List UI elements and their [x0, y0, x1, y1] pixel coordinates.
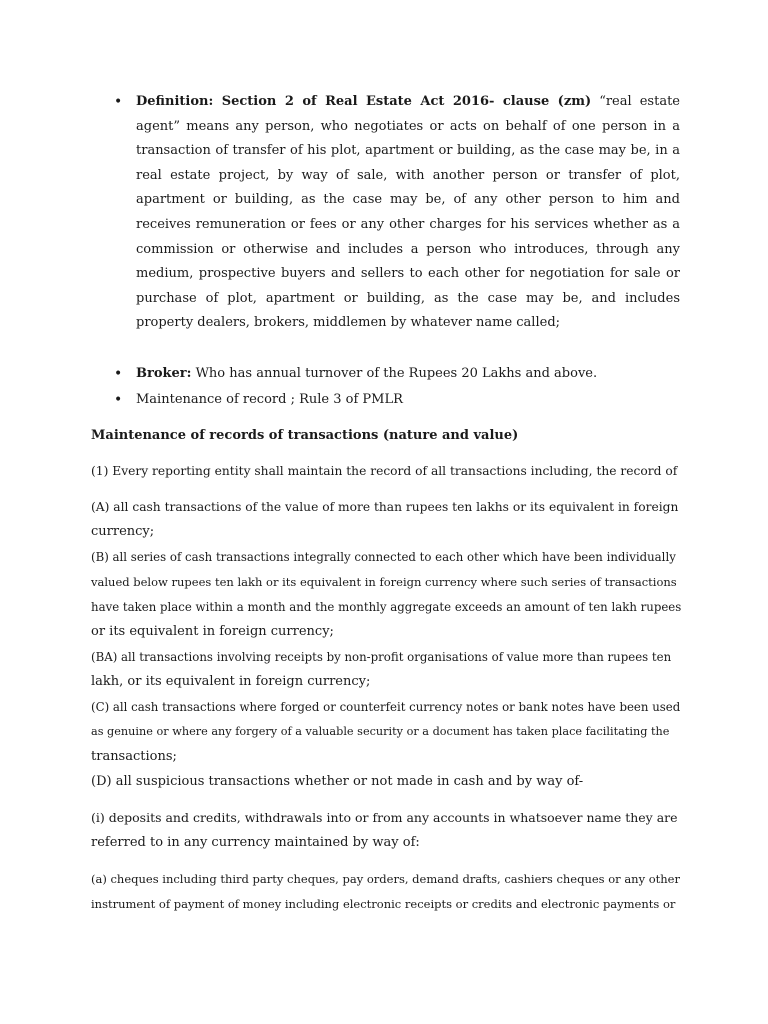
bullet-dot: •: [114, 94, 123, 110]
bullet-dot: •: [114, 392, 123, 408]
para-a-line-1: (A) all cash transactions of the value of more than rupees ten lakhs or its equivalent in foreign: [91, 500, 679, 514]
para-ba-line-1: (BA) all transactions involving receipts by non-profit organisations of value more than rupees ten: [91, 650, 672, 664]
broker-text: Who has annual turnover of the Rupees 20 Lakhs and above.: [191, 366, 598, 381]
para-d: (D) all suspicious transactions whether or not made in cash and by way of-: [91, 774, 584, 789]
para-c-line-1: (C) all cash transactions where forged or counterfeit currency notes or bank notes have been used: [91, 700, 681, 714]
maintenance-text: Maintenance of record ; Rule 3 of PMLR: [136, 392, 403, 407]
bullet-dot: •: [114, 366, 123, 382]
para-i-line-2: referred to in any currency maintained by way of:: [91, 835, 420, 850]
section-heading: Maintenance of records of transactions (nature and value): [91, 428, 519, 443]
para-a-lower-line-1: (a) cheques including third party cheques, pay orders, demand drafts, cashiers cheques or any other: [91, 872, 680, 886]
para-i-line-1: (i) deposits and credits, withdrawals into or from any accounts in whatsoever name they are: [91, 810, 678, 825]
broker-lead: Broker:: [136, 366, 192, 381]
definition-text: “real estate agent” means any person, who negotiates or acts on behalf of one person in a transaction of transfer of his plot, apartment or building, as the case may be, in a real estate project, by way of sale, with another person or transfer of plot, apartment or building, as the case may be, of any other person to him and receives remuneration or fees or any other charges for his services whether as a commission or otherwise and includes a person who introduces, through any medium, prospective buyers and sellers to each other for negotiation for sale or purchase of plot, apartment or building, as the case may be, and includes property dealers, brokers, middlemen by whatever name called;: [136, 94, 680, 331]
para-c-line-3: transactions;: [91, 749, 177, 764]
para-c-line-2: as genuine or where any forgery of a valuable security or a document has taken place facilitating the: [91, 725, 670, 738]
para-b-line-2: valued below rupees ten lakh or its equivalent in foreign currency where such series of transactions: [91, 575, 677, 589]
maintenance-bullet: [114, 388, 680, 413]
para-a-lower-line-2: instrument of payment of money including electronic receipts or credits and electronic payments or: [91, 897, 676, 911]
broker-bullet: [114, 362, 680, 387]
para-a-line-2: currency;: [91, 524, 155, 539]
definition-bullet: [114, 90, 680, 336]
para-ba-line-2: lakh, or its equivalent in foreign currency;: [91, 674, 371, 689]
para-1: (1) Every reporting entity shall maintain the record of all transactions including, the record of: [91, 464, 678, 478]
para-b-line-1: (B) all series of cash transactions integrally connected to each other which have been individually: [91, 550, 676, 564]
para-b-line-3: have taken place within a month and the monthly aggregate exceeds an amount of ten lakh rupees: [91, 600, 682, 614]
para-b-line-4: or its equivalent in foreign currency;: [91, 624, 334, 639]
definition-lead: Definition: Section 2 of Real Estate Act 2016- clause (zm): [136, 94, 592, 109]
